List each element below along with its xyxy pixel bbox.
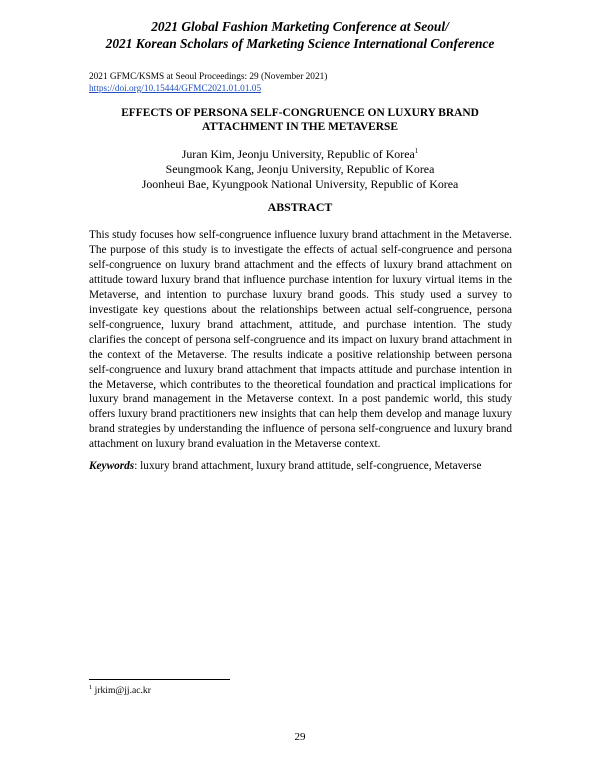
author-text: Joonheui Bae, Kyungpook National University, Republic of Korea <box>141 177 459 191</box>
keywords-label: Keywords <box>89 460 135 472</box>
author-text: Seungmook Kang, Jeonju University, Republic of Korea <box>165 162 435 176</box>
keywords-text: : luxury brand attachment, luxury brand attitude, self-congruence, Metaverse <box>134 460 482 472</box>
footnote <box>89 685 151 697</box>
author-line <box>0 177 600 192</box>
footnote-mark: 1 <box>89 684 93 691</box>
abstract-body: This study focuses how self-congruence influence luxury brand attachment in the Metaverse. The purpose of this study is to investigate the effects of actual self-congruence and persona self-congruence on luxury brand attachment and the effects of luxury brand attachment on attitude toward luxury brand that influence purchase intention for luxury virtual items in the Metaverse, and intention to purchase luxury brand goods. This study used a survey to investigate key questions about the relationships between actual self-congruence, persona self-congruence, luxury brand attachment, attitude, and purchase intention. The study clarifies the concept of persona self-congruence and its impact on luxury brand attachment in the context of the Metaverse. The results indicate a positive relationship between persona self-congruence and luxury brand attachment that impacts attitude and purchase intention in the Metaverse, which contributes to the theoretical foundation and practical implications for luxury brand management in the Metaverse context. In a post pandemic world, this study offers luxury brand practitioners new insights that can help them develop and manage luxury brand strategies by understanding the influence of persona self-congruence and luxury brand attachment on luxury brand evaluation in the Metaverse context. <box>89 229 512 451</box>
author-text: Juran Kim, Jeonju University, Republic of Korea <box>181 147 415 161</box>
abstract-heading: ABSTRACT <box>267 200 333 214</box>
author-footnote-mark[interactable]: 1 <box>414 147 419 155</box>
paper-title-line1: EFFECTS OF PERSONA SELF-CONGRUENCE ON LUXURY BRAND <box>121 107 479 119</box>
footnote-email[interactable]: jrkim@jj.ac.kr <box>92 685 151 696</box>
footnote-divider <box>89 679 230 680</box>
keywords-line <box>89 459 519 474</box>
author-line <box>0 162 600 177</box>
doi-link[interactable]: https://doi.org/10.15444/GFMC2021.01.01.05 <box>89 84 262 94</box>
proceedings-citation: 2021 GFMC/KSMS at Seoul Proceedings: 29 (November 2021) <box>89 72 328 82</box>
conference-header <box>0 18 600 52</box>
page-number: 29 <box>294 731 306 743</box>
author-list <box>0 147 600 192</box>
conference-header-line1: 2021 Global Fashion Marketing Conference at Seoul/ <box>151 19 449 34</box>
paper-title <box>0 107 600 134</box>
author-line <box>0 147 600 162</box>
paper-title-line2: ATTACHMENT IN THE METAVERSE <box>202 120 398 133</box>
conference-header-line2: 2021 Korean Scholars of Marketing Science International Conference <box>105 36 495 51</box>
proceedings-info <box>89 71 327 95</box>
